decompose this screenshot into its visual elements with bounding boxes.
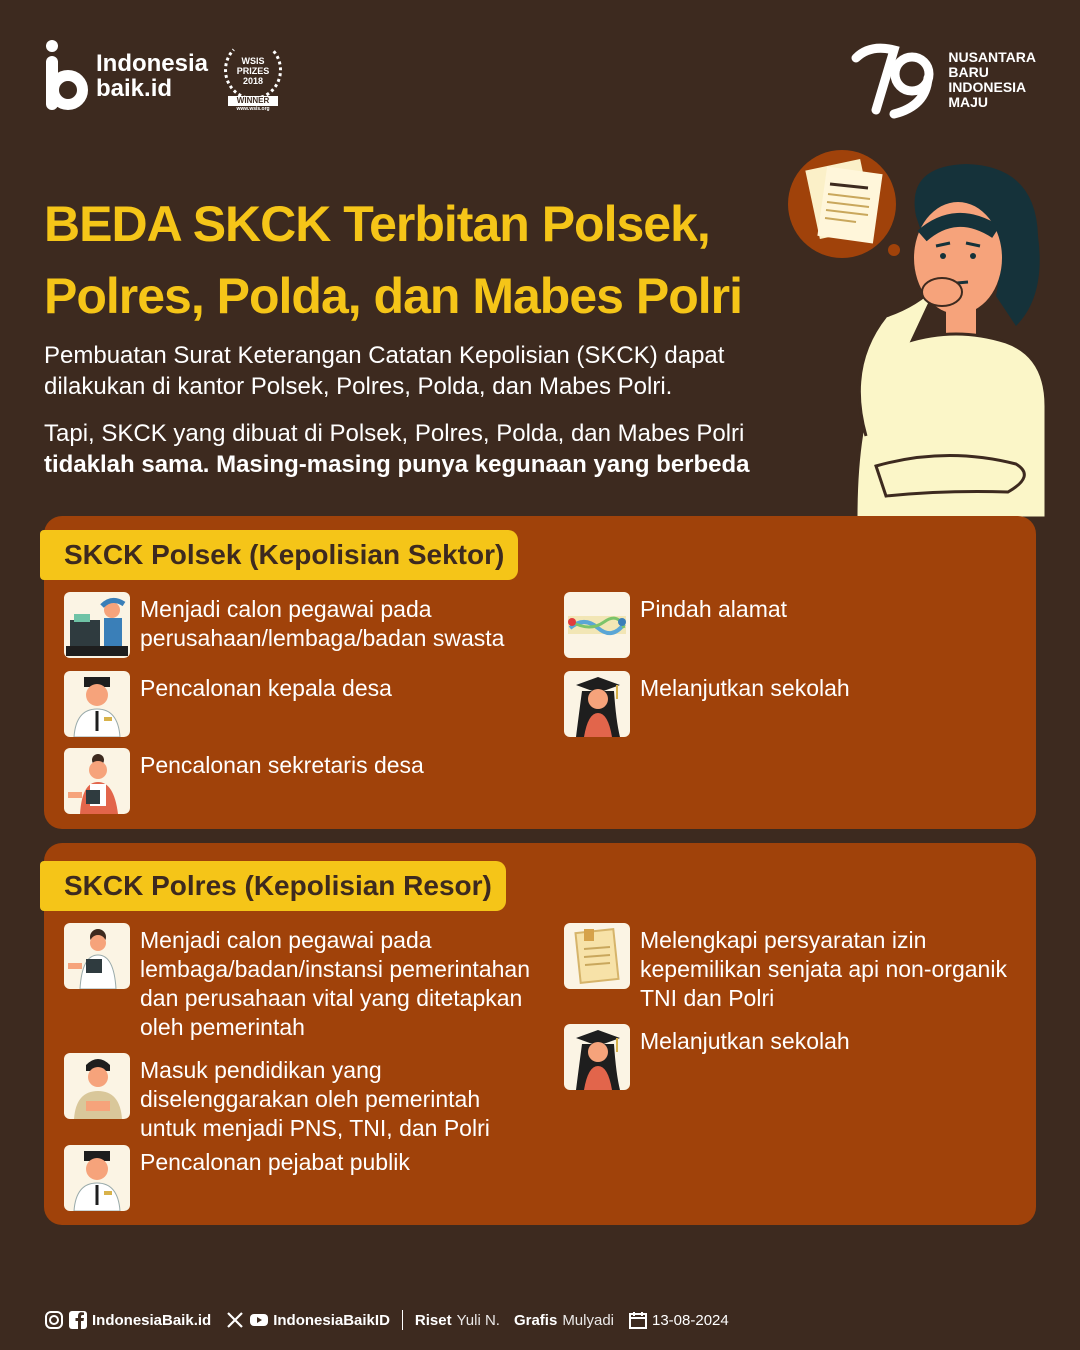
map-route-icon	[564, 592, 630, 658]
polres-item-5: Melanjutkan sekolah	[564, 1024, 850, 1090]
polsek-panel	[44, 516, 1036, 829]
polres-item-2: Masuk pendidikan yang diselenggarakan oleh pemerintah untuk menjadi PNS, TNI, dan Polri	[64, 1053, 540, 1143]
brand-name: Indonesia baik.id	[96, 50, 209, 102]
polsek-heading: SKCK Polsek (Kepolisian Sektor)	[40, 530, 518, 580]
facebook-icon[interactable]	[68, 1310, 88, 1330]
intro-text	[44, 340, 804, 480]
civil-servant-icon	[64, 1053, 130, 1119]
graduate-icon	[564, 1024, 630, 1090]
instagram-icon[interactable]	[44, 1310, 64, 1330]
x-twitter-icon[interactable]	[225, 1310, 245, 1330]
grafis-label: Grafis	[513, 1311, 558, 1329]
polres-item-4: Melengkapi persyaratan izin kepemilikan senjata api non-organik TNI dan Polri	[564, 923, 1030, 1013]
polres-item-1: Menjadi calon pegawai pada lembaga/badan/instansi pemerintahan dan perusahaan vital yang ditetapkan oleh pemerintah	[64, 923, 540, 1042]
wsis-award-badge: WSIS PRIZES 2018 WINNER www.wsis.org	[222, 38, 284, 114]
cashier-icon	[64, 592, 130, 658]
footer-handle[interactable]: IndonesiaBaikID	[273, 1311, 390, 1329]
indonesiabaik-logo	[44, 38, 284, 114]
polsek-item-1: Menjadi calon pegawai pada perusahaan/lembaga/badan swasta	[64, 592, 540, 658]
official-icon	[64, 671, 130, 737]
official-icon	[64, 1145, 130, 1211]
anniversary-tagline: NUSANTARA BARU INDONESIA MAJU	[948, 49, 1036, 110]
footer-date: 13-08-2024	[652, 1311, 729, 1329]
intro-emphasis: tidaklah sama. Masing-masing punya kegunaan yang berbeda	[44, 451, 750, 478]
polres-panel	[44, 843, 1036, 1225]
indonesiabaik-mark-icon	[44, 40, 88, 112]
number-79-icon	[850, 40, 940, 120]
thinking-woman-illustration	[746, 146, 1046, 518]
footer-site[interactable]: IndonesiaBaik.id	[92, 1311, 212, 1329]
employee-icon	[64, 923, 130, 989]
intro-paragraph-2: Tapi, SKCK yang dibuat di Polsek, Polres, Polda, dan Mabes Polri tidaklah sama. Masing-masing punya kegunaan yang berbeda	[44, 420, 750, 478]
polres-heading: SKCK Polres (Kepolisian Resor)	[40, 861, 506, 911]
polsek-item-4: Pindah alamat	[564, 592, 787, 658]
grafis-name: Mulyadi	[562, 1311, 614, 1329]
document-icon	[564, 923, 630, 989]
polsek-item-2: Pencalonan kepala desa	[64, 671, 392, 737]
intro-paragraph-1: Pembuatan Surat Keterangan Catatan Kepolisian (SKCK) dapat dilakukan di kantor Polsek, Polres, Polda, dan Mabes Polri.	[44, 342, 725, 400]
anniversary-79-logo	[850, 40, 1036, 120]
calendar-icon	[628, 1310, 648, 1330]
secretary-icon	[64, 748, 130, 814]
riset-label: Riset	[414, 1311, 452, 1329]
polres-item-3: Pencalonan pejabat publik	[64, 1145, 410, 1211]
polsek-item-3: Pencalonan sekretaris desa	[64, 748, 424, 814]
footer-divider	[402, 1310, 403, 1330]
page-title: BEDA SKCK Terbitan Polsek, Polres, Polda, dan Mabes Polri	[44, 196, 742, 324]
riset-name: Yuli N.	[456, 1311, 500, 1329]
polsek-item-5: Melanjutkan sekolah	[564, 671, 850, 737]
graduate-icon	[564, 671, 630, 737]
footer	[44, 1308, 729, 1332]
youtube-icon[interactable]	[249, 1310, 269, 1330]
